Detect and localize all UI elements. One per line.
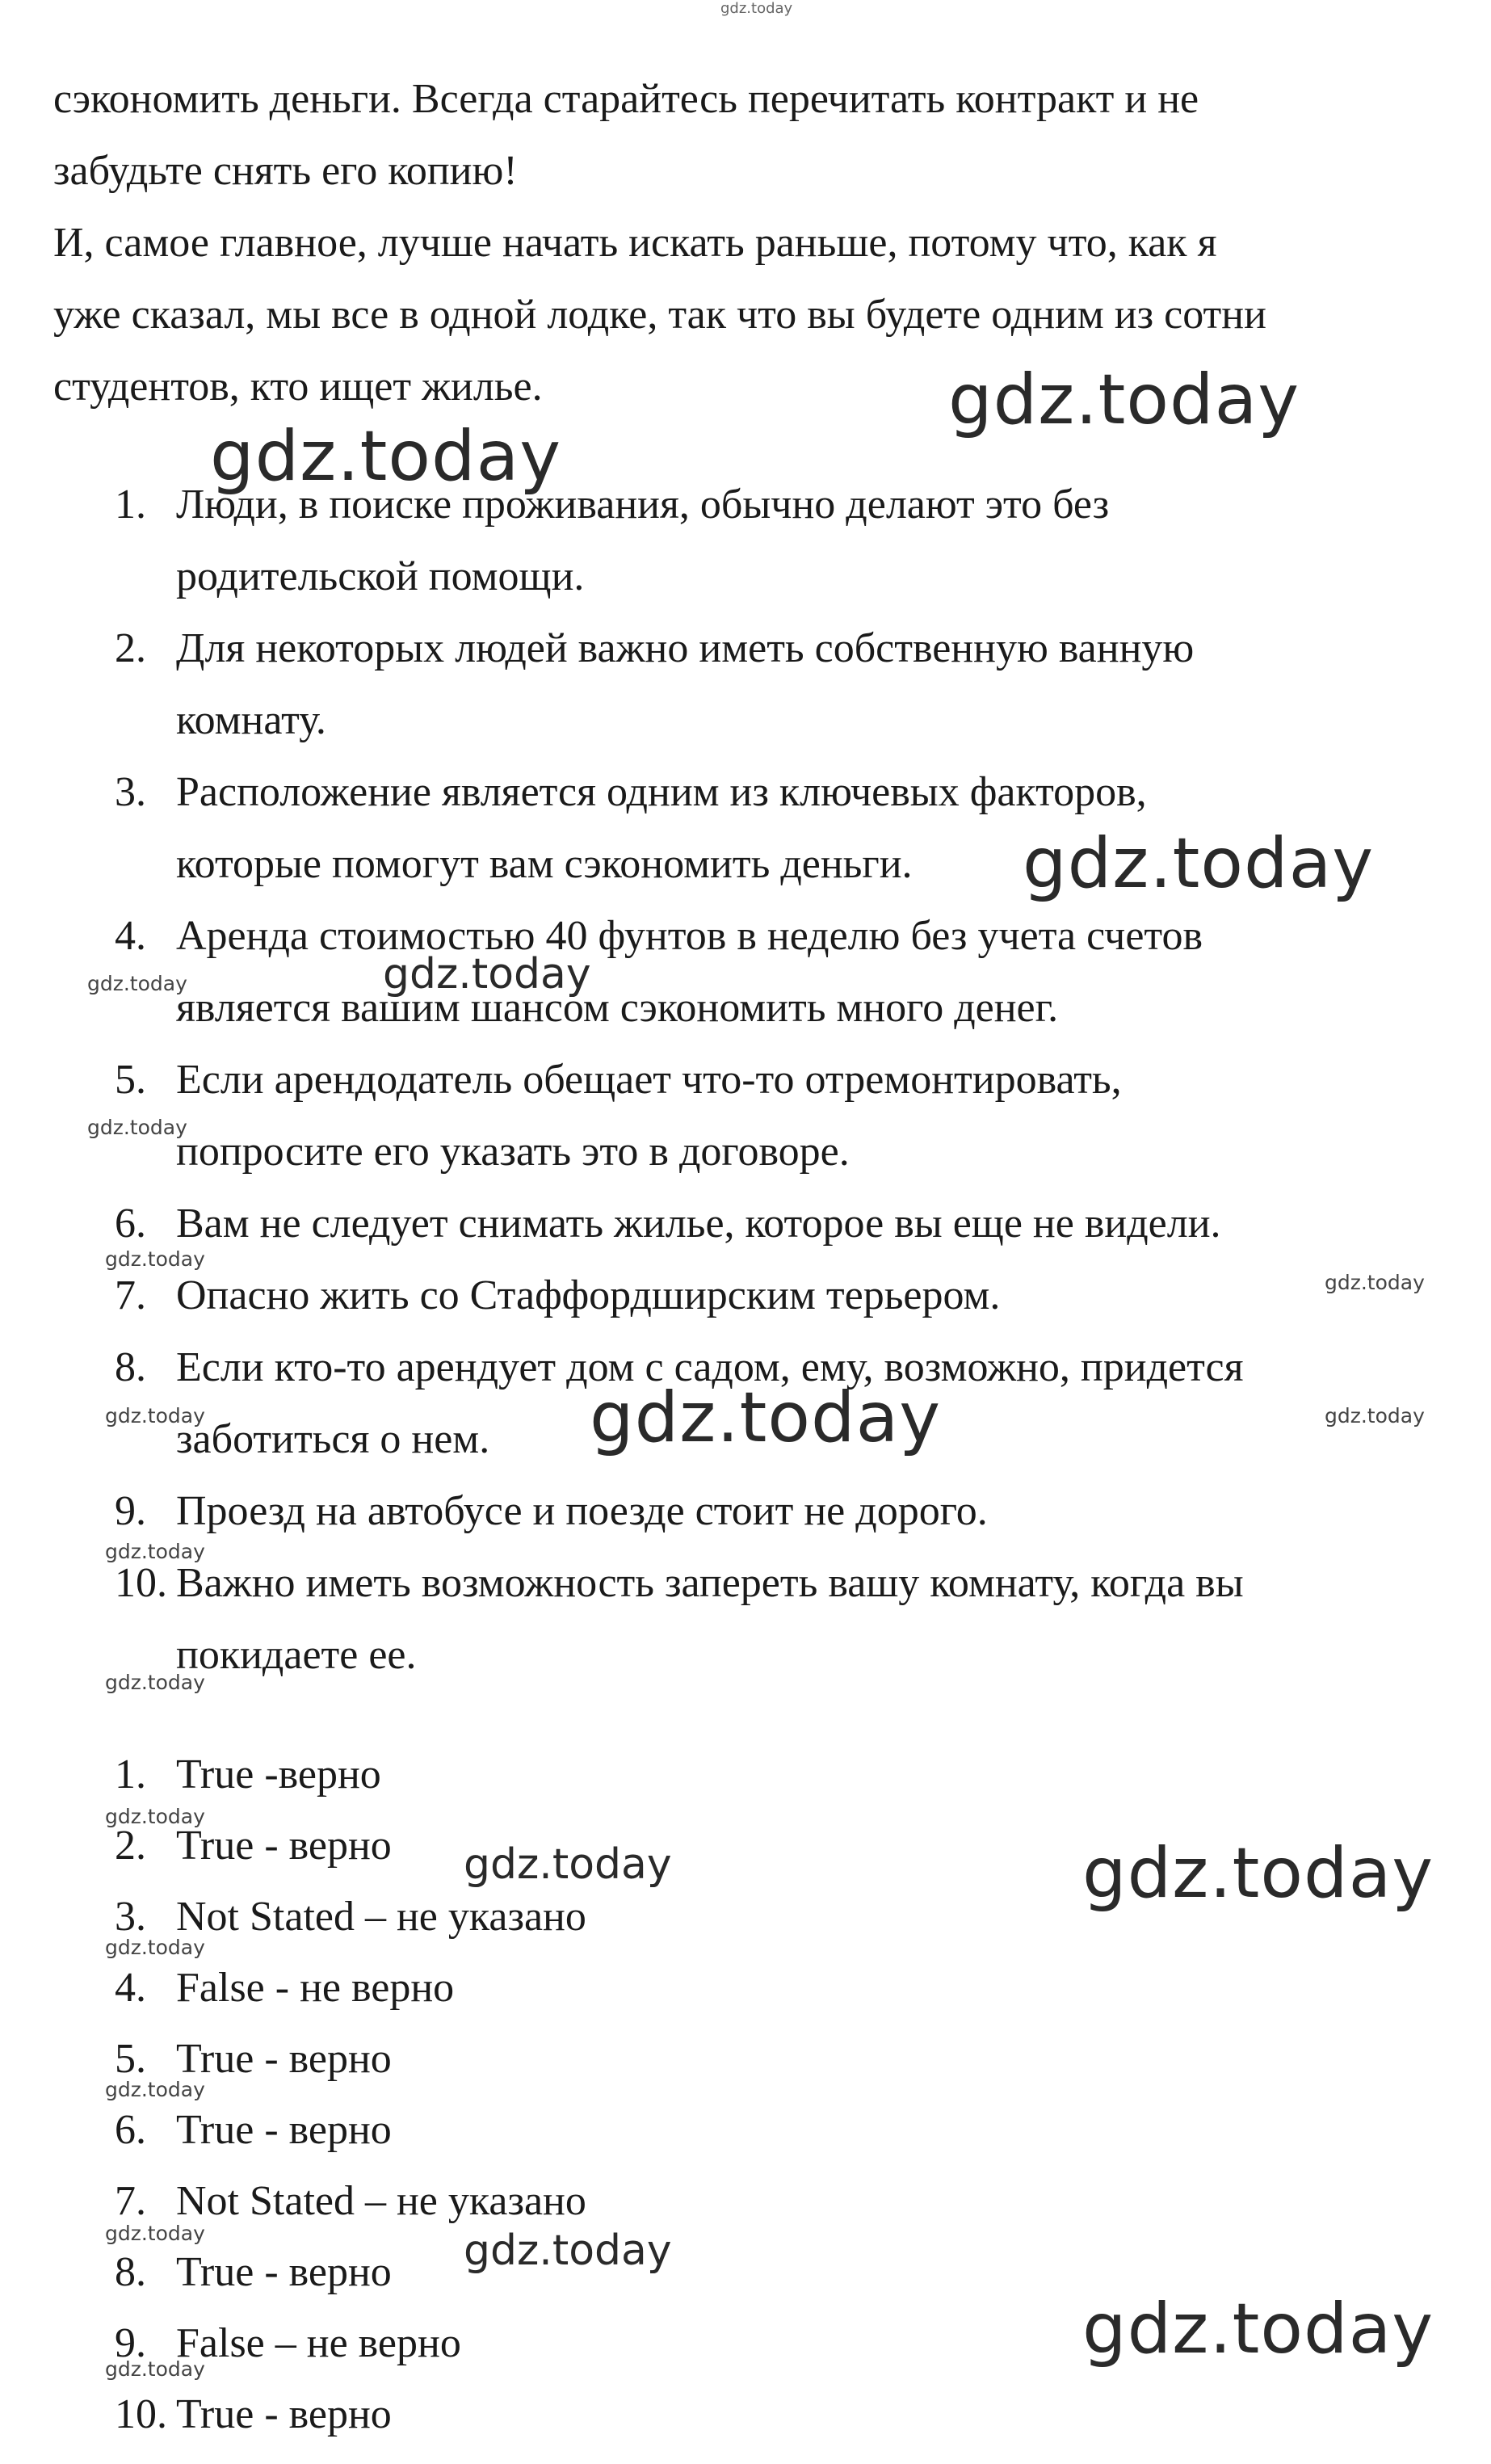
item-number: 3. (115, 1894, 146, 1940)
item-text: является вашим шансом сэкономить много денег. (176, 985, 1059, 1031)
item-text: Опасно жить со Стаффордширским терьером. (176, 1272, 1001, 1318)
item-text: родительской помощи. (176, 553, 585, 599)
item-text: Для некоторых людей важно иметь собственную ванную (176, 625, 1195, 671)
item-text: которые помогут вам сэкономить деньги. (176, 841, 913, 887)
watermark: gdz.today (1082, 1833, 1434, 1914)
item-number: 10. (115, 1560, 167, 1606)
item-text: Аренда стоимостью 40 фунтов в неделю без учета счетов (176, 913, 1203, 959)
item-number: 7. (115, 1272, 146, 1318)
item-text: покидаете ее. (176, 1632, 417, 1678)
intro-line: забудьте снять его копию! (53, 148, 518, 194)
item-text: True - верно (176, 2391, 392, 2437)
watermark: gdz.today (383, 950, 591, 999)
watermark: gdz.today (948, 360, 1300, 440)
item-text: True - верно (176, 2036, 392, 2082)
item-text: Not Stated – не указано (176, 1894, 586, 1940)
watermark: gdz.today (105, 1540, 205, 1563)
item-number: 6. (115, 1200, 146, 1247)
intro-line: сэкономить деньги. Всегда старайтесь перечитать контракт и не (53, 76, 1199, 122)
item-text: False - не верно (176, 1965, 455, 2011)
watermark: gdz.today (87, 972, 187, 995)
item-text: Люди, в поиске проживания, обычно делают это без (176, 481, 1110, 528)
item-text: Вам не следует снимать жилье, которое вы еще не видели. (176, 1200, 1221, 1247)
watermark: gdz.today (1082, 2289, 1434, 2369)
item-text: True - верно (176, 2107, 392, 2153)
item-text: True - верно (176, 1823, 392, 1869)
intro-line: студентов, кто ищет жилье. (53, 364, 543, 410)
item-text: Проезд на автобусе и поезде стоит не дорого. (176, 1488, 988, 1534)
item-number: 1. (115, 481, 146, 528)
item-text: Если кто-то арендует дом с садом, ему, возможно, придется (176, 1344, 1244, 1390)
intro-line: уже сказал, мы все в одной лодке, так что вы будете одним из сотни (53, 292, 1266, 338)
watermark: gdz.today (1325, 1271, 1425, 1294)
item-text: Если арендодатель обещает что-то отремонтировать, (176, 1057, 1122, 1103)
item-text: True -верно (176, 1751, 381, 1798)
item-number: 9. (115, 2320, 146, 2366)
watermark: gdz.today (1325, 1404, 1425, 1428)
watermark: gdz.today (105, 2357, 205, 2381)
watermark: gdz.today (720, 0, 793, 17)
watermark: gdz.today (87, 1116, 187, 1139)
item-number: 8. (115, 2249, 146, 2295)
item-number: 6. (115, 2107, 146, 2153)
item-number: 4. (115, 1965, 146, 2011)
item-text: попросите его указать это в договоре. (176, 1129, 850, 1175)
watermark: gdz.today (590, 1377, 942, 1458)
item-number: 5. (115, 1057, 146, 1103)
watermark: gdz.today (105, 1805, 205, 1828)
item-text: Not Stated – не указано (176, 2178, 586, 2224)
watermark: gdz.today (210, 416, 562, 497)
item-text: Важно иметь возможность запереть вашу комнату, когда вы (176, 1560, 1244, 1606)
item-number: 9. (115, 1488, 146, 1534)
item-number: 3. (115, 769, 146, 815)
item-text: False – не верно (176, 2320, 461, 2366)
item-text: заботиться о нем. (176, 1416, 490, 1462)
item-text: Расположение является одним из ключевых факторов, (176, 769, 1147, 815)
item-number: 2. (115, 1823, 146, 1869)
watermark: gdz.today (464, 1840, 672, 1889)
item-text: True - верно (176, 2249, 392, 2295)
item-number: 7. (115, 2178, 146, 2224)
item-text: комнату. (176, 697, 326, 743)
item-number: 8. (115, 1344, 146, 1390)
item-number: 10. (115, 2391, 167, 2437)
watermark: gdz.today (105, 1404, 205, 1428)
watermark: gdz.today (105, 1247, 205, 1271)
watermark: gdz.today (105, 1936, 205, 1959)
watermark: gdz.today (105, 2222, 205, 2245)
intro-line: И, самое главное, лучше начать искать раньше, потому что, как я (53, 220, 1217, 266)
watermark: gdz.today (1023, 823, 1375, 904)
item-number: 5. (115, 2036, 146, 2082)
item-number: 1. (115, 1751, 146, 1798)
watermark: gdz.today (105, 1671, 205, 1694)
item-number: 4. (115, 913, 146, 959)
watermark: gdz.today (105, 2078, 205, 2101)
item-number: 2. (115, 625, 146, 671)
watermark: gdz.today (464, 2226, 672, 2275)
